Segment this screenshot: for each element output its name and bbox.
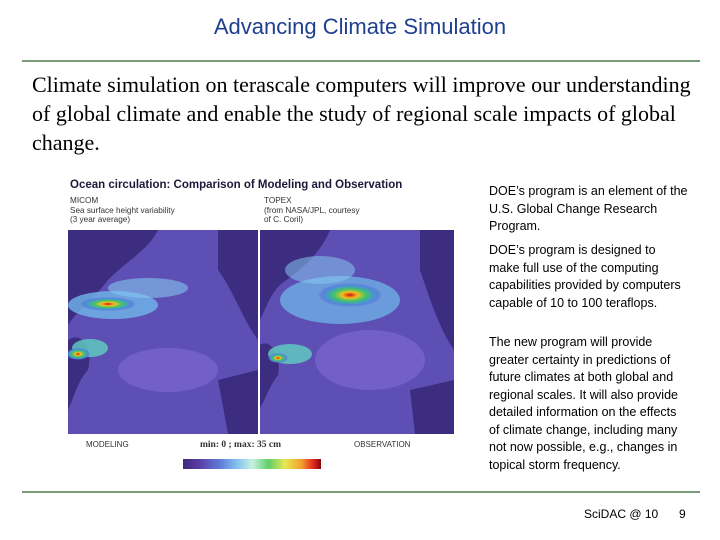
observation-caption: TOPEX (from NASA/JPL, courtesy of C. Coril) — [264, 196, 360, 224]
observation-label: OBSERVATION — [354, 440, 411, 449]
range-label: min: 0 ; max: 35 cm — [200, 440, 281, 450]
colorbar — [183, 459, 321, 469]
paragraph-new-program: The new program will provide greater certainty in predictions of future climates at both global and regional scales. It will also provide detailed information on the effects of climate change, including many not now possible, e.g., changes in topical storm frequency. — [489, 335, 678, 472]
modeling-caption: MICOM Sea surface height variability (3 year average) — [70, 196, 175, 224]
title-divider — [22, 60, 700, 62]
ocean-circulation-figure — [68, 176, 470, 474]
page-number: 9 — [679, 507, 686, 521]
figure-title: Ocean circulation: Comparison of Modeling and Observation — [70, 179, 403, 191]
footer-label: SciDAC @ 10 — [584, 507, 659, 521]
slide-title: Advancing Climate Simulation — [213, 14, 507, 39]
modeling-map — [68, 230, 258, 434]
observation-map — [260, 230, 454, 434]
intro-text: Climate simulation on terascale computers will improve our understanding of global climate and enable the study of regional scale impacts of global change. — [32, 72, 691, 155]
paragraph-program-design: DOE’s program is designed to make full use of the computing capabilities provided by computers capable of 10 to 100 teraflops. — [489, 243, 681, 310]
paragraph-program-element: DOE’s program is an element of the U.S. Global Change Research Program. — [489, 184, 688, 233]
footer-divider — [22, 491, 700, 493]
modeling-label: MODELING — [86, 440, 129, 449]
